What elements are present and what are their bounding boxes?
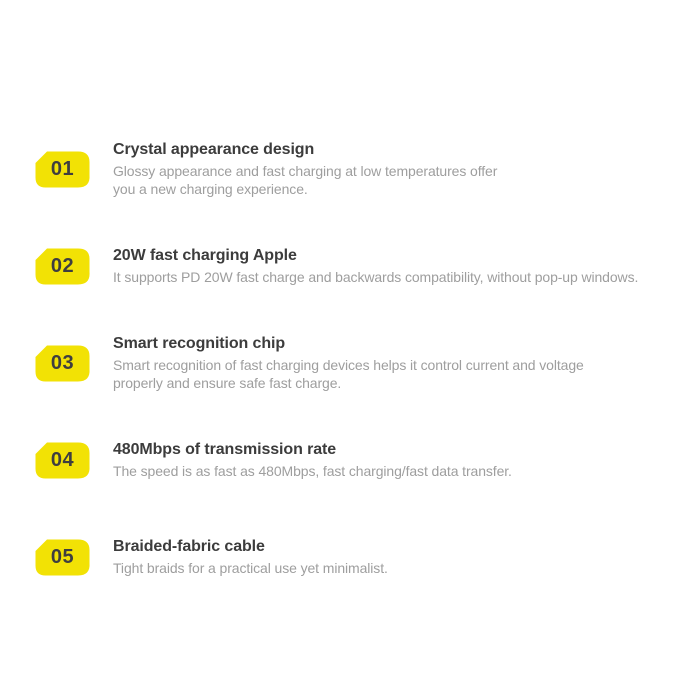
feature-title: Crystal appearance design xyxy=(113,141,315,158)
feature-number-badge xyxy=(34,539,91,576)
feature-number: 01 xyxy=(50,158,75,180)
feature-text xyxy=(113,537,388,577)
feature-title: 20W fast charging Apple xyxy=(113,247,297,264)
feature-description-line: Smart recognition of fast charging devices helps it control current and voltage xyxy=(113,357,584,373)
feature-description-line: The speed is as fast as 480Mbps, fast charging/fast data transfer. xyxy=(113,463,512,479)
feature-title: Braided-fabric cable xyxy=(113,538,265,555)
feature-number-badge xyxy=(34,151,91,188)
feature-text xyxy=(113,140,497,198)
feature-description xyxy=(113,268,638,286)
feature-number: 04 xyxy=(50,449,75,471)
feature-description-line: Tight braids for a practical use yet minimalist. xyxy=(113,560,388,576)
feature-description-line: properly and ensure safe fast charge. xyxy=(113,375,342,391)
feature-number-badge xyxy=(34,345,91,382)
feature-description-line: you a new charging experience. xyxy=(113,181,308,197)
feature-title: 480Mbps of transmission rate xyxy=(113,441,337,458)
feature-description xyxy=(113,462,512,480)
feature-number-badge xyxy=(34,248,91,285)
feature-item-02 xyxy=(34,246,700,286)
feature-number-badge xyxy=(34,442,91,479)
feature-item-03 xyxy=(34,334,700,392)
feature-description xyxy=(113,162,497,198)
feature-description xyxy=(113,356,584,392)
feature-text xyxy=(113,246,638,286)
feature-number: 03 xyxy=(50,352,75,374)
feature-item-04 xyxy=(34,440,700,480)
feature-description xyxy=(113,559,388,577)
feature-item-05 xyxy=(34,537,700,577)
feature-description-line: It supports PD 20W fast charge and backwards compatibility, without pop-up windows. xyxy=(113,269,639,285)
feature-text xyxy=(113,440,512,480)
feature-item-01 xyxy=(34,140,700,198)
feature-title: Smart recognition chip xyxy=(113,335,286,352)
feature-number: 02 xyxy=(50,255,75,277)
feature-number: 05 xyxy=(50,546,75,568)
feature-text xyxy=(113,334,584,392)
feature-description-line: Glossy appearance and fast charging at low temperatures offer xyxy=(113,163,498,179)
